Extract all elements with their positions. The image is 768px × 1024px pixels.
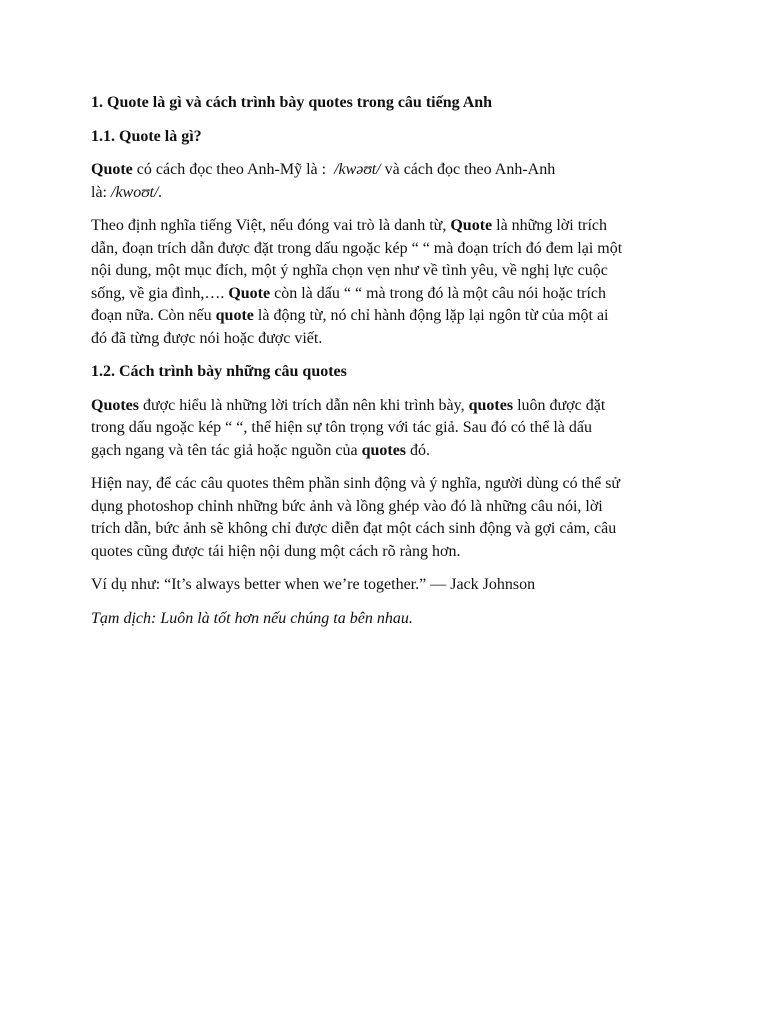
text-run: được hiểu là những lời trích dẫn nên khi trình bày, [139,396,469,414]
text-line: Hiện nay, để các câu quotes thêm phần sinh động và ý nghĩa, người dùng có thể sử [91,475,621,492]
text-line [91,182,681,205]
subsection-heading-1-1: 1.1. Quote là gì? [91,127,202,145]
text-line [91,215,681,238]
document-page [91,92,681,641]
text-line: trích dẫn, bức ảnh sẽ không chỉ được diễn đạt một cách sinh động và gợi cảm, câu [91,520,617,537]
text-line: trong dấu ngoặc kép “ “, thể hiện sự tôn trọng với tác giả. Sau đó có thể là dấu [91,419,592,436]
text-run: Theo định nghĩa tiếng Việt, nếu đóng vai trò là danh từ, [91,217,451,234]
text-run: và cách đọc theo Anh-Anh [380,161,556,178]
pronunciation-us: /kwəʊt/ [334,161,381,178]
text-line [91,305,681,328]
example-quote: Ví dụ như: “It’s always better when we’re together.” — Jack Johnson [91,576,536,593]
text-line: đó đã từng được nói hoặc được viết. [91,329,323,347]
bold-term: quote [215,307,254,324]
bold-term: Quote [228,284,271,302]
paragraph-definition [91,215,681,350]
text-line: nội dung, một mục đích, một ý nghĩa chọn vẹn như về tình yêu, về nghị lực cuộc [91,262,608,279]
bold-term: Quote [91,161,133,178]
text-run: luôn được đặt [513,396,606,414]
text-run: là: [91,183,111,201]
section-heading-1: 1. Quote là gì và cách trình bày quotes trong câu tiếng Anh [91,94,493,111]
subsection-heading-1-2: 1.2. Cách trình bày những câu quotes [91,363,347,380]
text-line: quotes cũng được tái hiện nội dung một cách rõ ràng hơn. [91,542,461,560]
bold-term: quotes [361,441,407,459]
text-run: sống, về gia đình,…. [91,284,229,302]
paragraph-formatting [91,395,681,463]
pronunciation-uk: /kwoʊt/. [111,183,163,201]
bold-term: Quote [450,217,493,234]
text-run: đoạn nữa. Còn nếu [91,307,216,324]
text-line [91,159,681,182]
text-line [91,395,681,418]
paragraph-usage [91,473,681,563]
paragraph-pronunciation [91,159,681,204]
bold-term: quotes [468,396,514,414]
text-run: là động từ, nó chỉ hành động lặp lại ngôn từ của một ai [253,307,609,324]
example-translation: Tạm dịch: Luôn là tốt hơn nếu chúng ta bên nhau. [91,609,413,627]
text-line: dụng photoshop chỉnh những bức ảnh và lồng ghép vào đó là những câu nói, lời [91,497,603,515]
text-run: là những lời trích [492,217,608,234]
text-run: đó. [406,441,431,459]
text-run: còn là dấu “ “ mà trong đó là một câu nói hoặc trích [270,284,606,302]
bold-term: Quotes [91,396,139,414]
text-line: dẫn, đoạn trích dẫn được đặt trong dấu ngoặc kép “ “ mà đoạn trích đó đem lại một [91,239,623,257]
text-line [91,283,681,306]
text-run: có cách đọc theo Anh-Mỹ là : [132,161,335,178]
text-run: gạch ngang và tên tác giả hoặc nguồn của [91,441,362,459]
text-line [91,440,681,463]
